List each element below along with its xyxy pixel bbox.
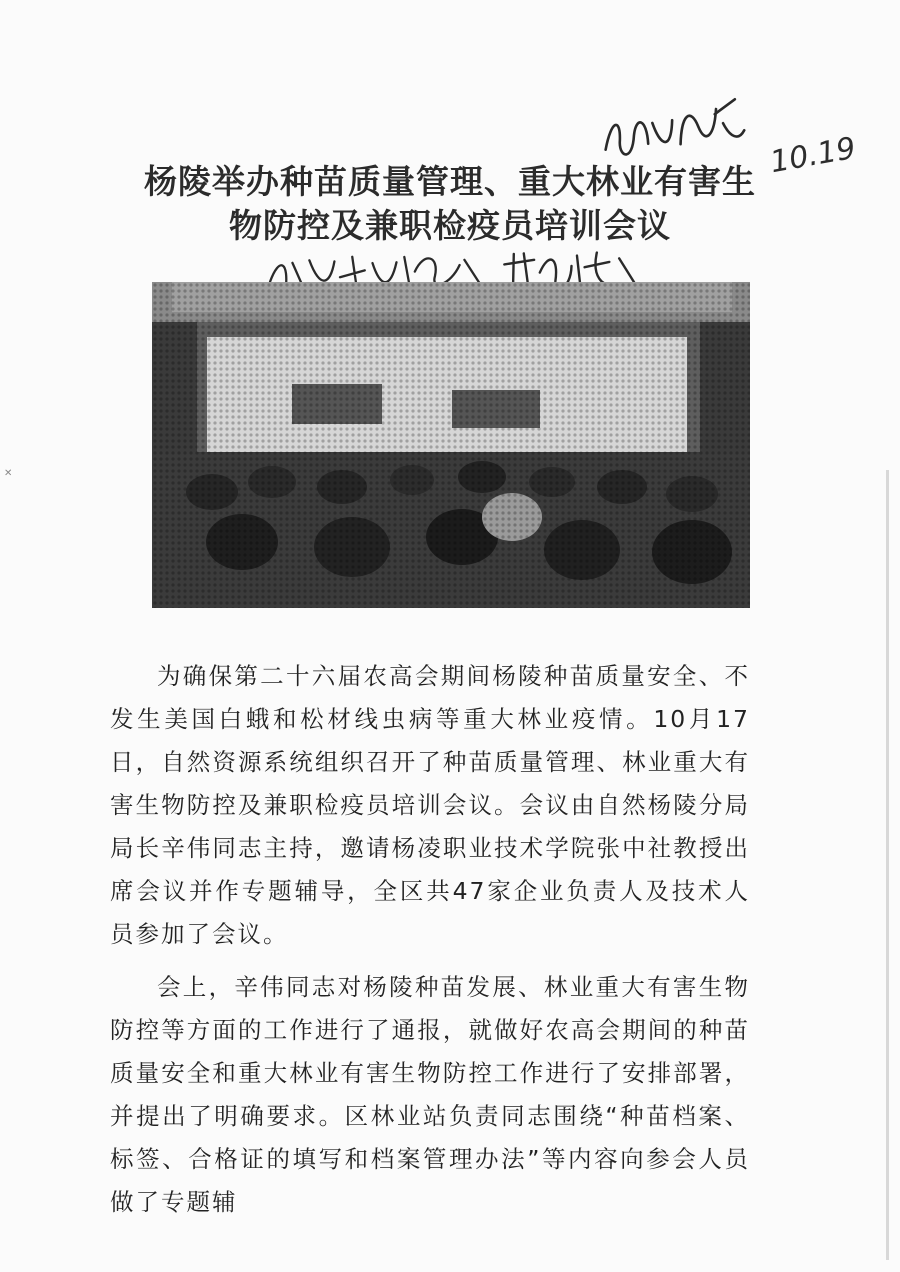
handwritten-date: 10.19 [767,130,859,181]
title-line-1: 杨陵举办种苗质量管理、重大林业有害生 [144,162,756,201]
paragraph-1: 为确保第二十六届农高会期间杨陵种苗质量安全、不发生美国白蛾和松材线虫病等重大林业疫情。10月17日，自然资源系统组织召开了种苗质量管理、林业重大有害生物防控及兼职检疫员培训会议。会议由自然杨陵分局局长辛伟同志主持，邀请杨凌职业技术学院张中社教授出席会议并作专题辅导，全区共47家企业负责人及技术人员参加了会议。 [110,662,750,948]
scan-mark: ✕ [4,468,13,479]
document-title [120,160,780,248]
meeting-photo [152,282,750,608]
meeting-photo-image [152,282,750,608]
article-body [110,655,750,1234]
title-line-2: 物防控及兼职检疫员培训会议 [229,206,671,245]
scan-edge-line [886,470,889,1260]
paragraph-2: 会上，辛伟同志对杨陵种苗发展、林业重大有害生物防控等方面的工作进行了通报，就做好农高会期间的种苗质量安全和重大林业有害生物防控工作进行了安排部署，并提出了明确要求。区林业站负责同志围绕“种苗档案、标签、合格证的填写和档案管理办法”等内容向参会人员做了专题辅 [110,973,750,1216]
